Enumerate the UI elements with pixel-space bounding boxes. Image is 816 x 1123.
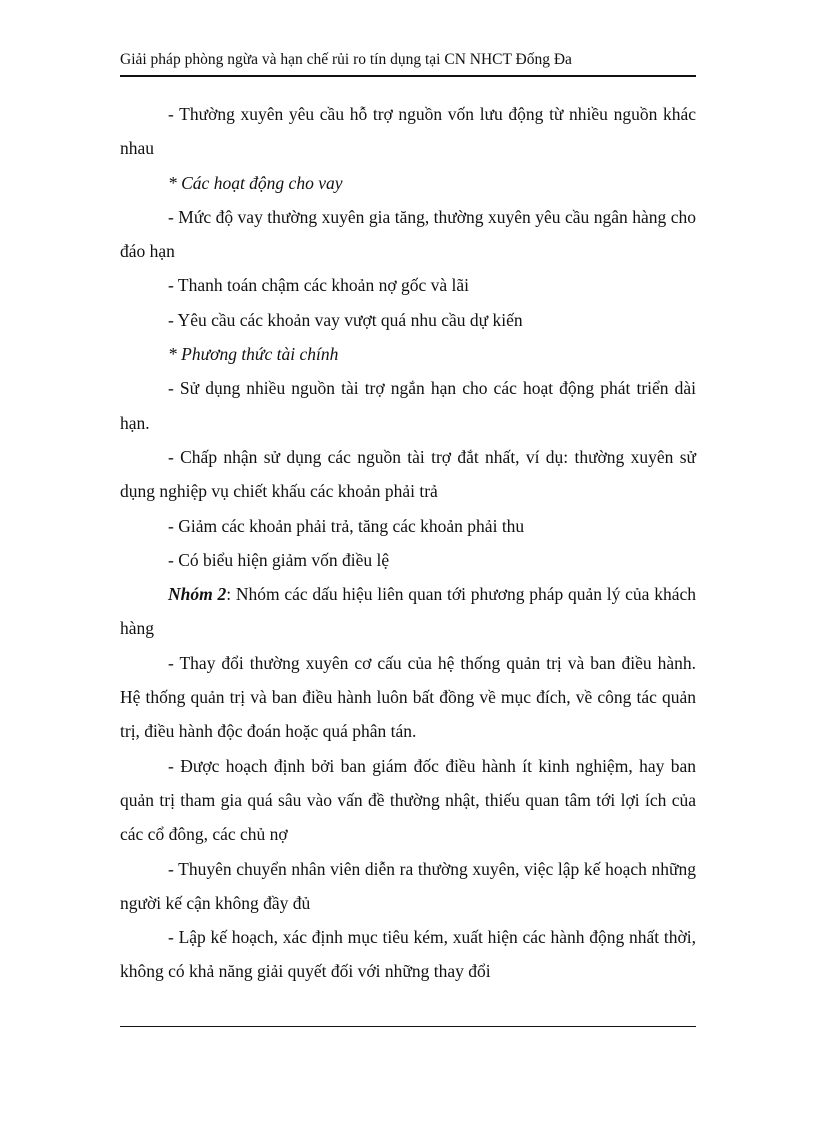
paragraph (120, 749, 696, 852)
paragraph (120, 646, 696, 749)
section-heading (120, 337, 696, 371)
paragraph (120, 440, 696, 509)
paragraph-text: - Thuyên chuyển nhân viên diễn ra thường xuyên, việc lập kế hoạch những người kế cận không đầy đủ (120, 858, 696, 913)
section-heading-text: * Phương thức tài chính (168, 344, 339, 365)
section-heading (120, 166, 696, 200)
section-heading-text: * Các hoạt động cho vay (168, 172, 343, 193)
page-body (120, 97, 696, 989)
paragraph (120, 509, 696, 543)
paragraph-text: - Lập kế hoạch, xác định mục tiêu kém, xuất hiện các hành động nhất thời, không có khả năng giải quyết đối với những thay đổi (120, 927, 696, 982)
paragraph (120, 268, 696, 302)
paragraph (120, 303, 696, 337)
paragraph-text: - Thường xuyên yêu cầu hỗ trợ nguồn vốn lưu động từ nhiều nguồn khác nhau (120, 104, 696, 159)
paragraph-text: - Được hoạch định bởi ban giám đốc điều hành ít kinh nghiệm, hay ban quản trị tham gia quá sâu vào vấn đề thường nhật, thiếu quan tâm tới lợi ích của các cổ đông, các chủ nợ (120, 755, 696, 845)
paragraph (120, 852, 696, 921)
paragraph-text: - Yêu cầu các khoản vay vượt quá nhu cầu dự kiến (168, 309, 523, 330)
paragraph (120, 543, 696, 577)
paragraph (120, 920, 696, 989)
page-header (120, 50, 696, 77)
paragraph (120, 200, 696, 269)
paragraph (120, 97, 696, 166)
paragraph-text: - Thanh toán chậm các khoản nợ gốc và lãi (168, 275, 469, 296)
paragraph-text: - Có biểu hiện giảm vốn điều lệ (168, 549, 390, 570)
paragraph-text: - Chấp nhận sử dụng các nguồn tài trợ đắt nhất, ví dụ: thường xuyên sử dụng nghiệp vụ chiết khấu các khoản phải trả (120, 446, 696, 502)
paragraph (120, 371, 696, 440)
group-heading-paragraph (120, 577, 696, 646)
document-title: Giải pháp phòng ngừa và hạn chế rủi ro tín dụng tại CN NHCT Đống Đa (120, 51, 572, 68)
footer-divider (120, 1026, 696, 1027)
paragraph-text: - Giảm các khoản phải trả, tăng các khoản phải thu (168, 515, 525, 536)
paragraph-text: - Sử dụng nhiều nguồn tài trợ ngắn hạn cho các hoạt động phát triển dài hạn. (120, 378, 696, 433)
paragraph-text: - Mức độ vay thường xuyên gia tăng, thường xuyên yêu cầu ngân hàng cho đáo hạn (120, 206, 696, 262)
paragraph-text: - Thay đổi thường xuyên cơ cấu của hệ thống quản trị và ban điều hành. Hệ thống quản trị và ban điều hành luôn bất đồng về mục đích, về công tác quản trị, điều hành độc đoán hoặc quá phân tán. (120, 652, 696, 742)
group-label: Nhóm 2 (168, 584, 227, 605)
paragraph-text: : Nhóm các dấu hiệu liên quan tới phương pháp quản lý của khách hàng (120, 584, 696, 639)
